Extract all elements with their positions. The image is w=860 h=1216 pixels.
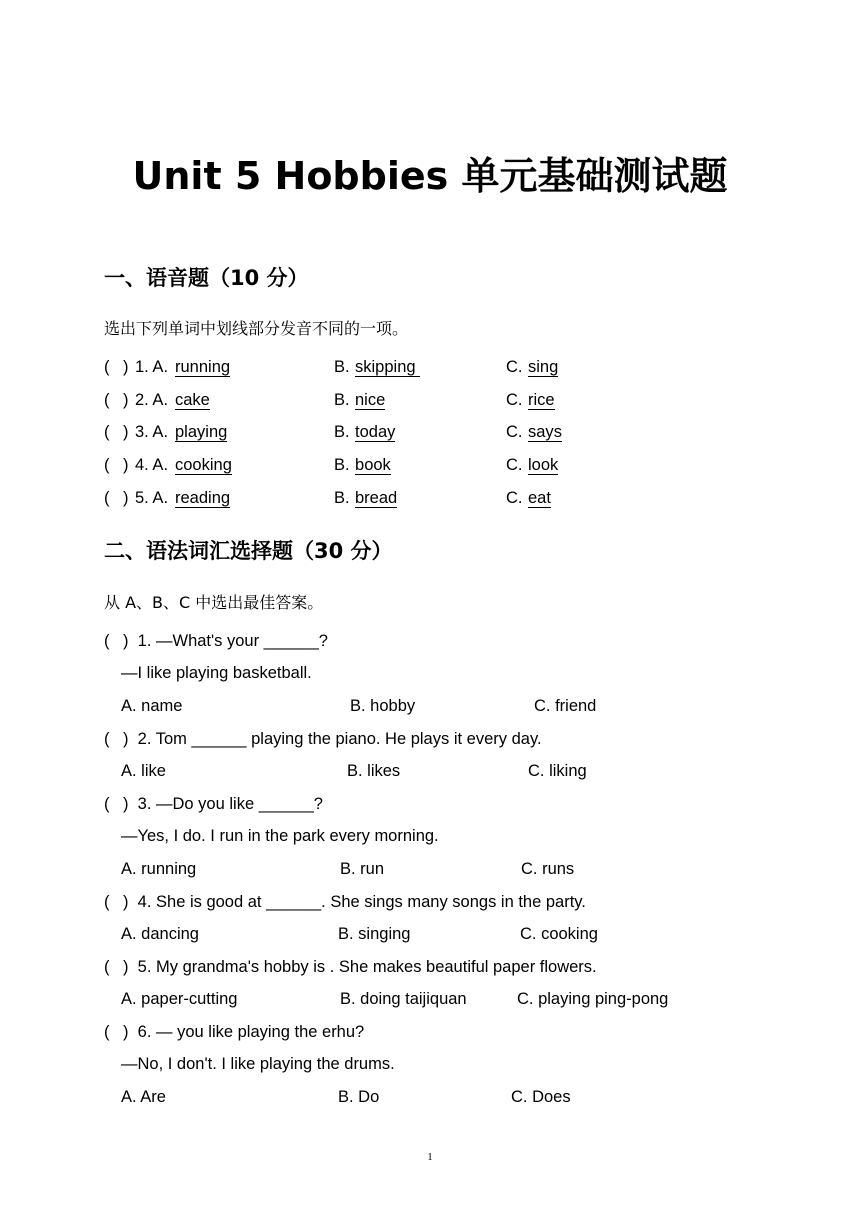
option-c-word bbox=[528, 486, 551, 510]
option-a: A. paper-cutting bbox=[121, 990, 238, 1008]
option-c-word bbox=[528, 388, 555, 412]
option-c: C. cooking bbox=[520, 925, 598, 943]
word-part: b bbox=[355, 456, 365, 474]
answer-paren-close: ) bbox=[123, 456, 129, 474]
phonics-item bbox=[0, 388, 860, 412]
item-number: 2. A. bbox=[135, 391, 169, 409]
option-c-label: C. bbox=[506, 391, 523, 409]
question-options bbox=[0, 1085, 860, 1109]
item-number: 5. A. bbox=[135, 489, 169, 507]
underlined-letters: ng bbox=[539, 358, 559, 376]
word-part: e bbox=[545, 391, 555, 409]
option-b-word bbox=[355, 453, 391, 477]
word-part: skippi bbox=[355, 358, 398, 376]
question-options bbox=[0, 694, 860, 718]
section-2-heading: 二、语法词汇选择题（30 分） bbox=[104, 539, 393, 563]
question-dialogue-line bbox=[0, 1052, 860, 1076]
phonics-item bbox=[0, 453, 860, 477]
underlined-letters: ng bbox=[397, 358, 421, 376]
option-b: B. hobby bbox=[350, 697, 416, 715]
option-c-label: C. bbox=[506, 456, 523, 474]
option-c: C. runs bbox=[521, 860, 575, 878]
underlined-letters: c bbox=[175, 391, 184, 409]
word-part: ake bbox=[183, 391, 210, 409]
underlined-letters: ea bbox=[180, 489, 199, 507]
question-stem bbox=[0, 727, 860, 751]
question-dialogue-line bbox=[0, 661, 860, 685]
item-number: 1. A. bbox=[135, 358, 169, 376]
answer-paren-open: ( bbox=[104, 391, 110, 409]
underlined-letters: oo bbox=[183, 456, 202, 474]
option-c: C. friend bbox=[534, 697, 597, 715]
answer-paren-close: ) bbox=[123, 391, 129, 409]
option-c-label: C. bbox=[506, 423, 523, 441]
question-options bbox=[0, 857, 860, 881]
option-c: C. Does bbox=[511, 1088, 571, 1106]
word-part: k bbox=[382, 456, 391, 474]
underlined-letters: ea bbox=[369, 489, 389, 507]
word-part: pl bbox=[175, 423, 188, 441]
option-b: B. doing taijiquan bbox=[340, 990, 467, 1008]
option-b-label: B. bbox=[334, 456, 350, 474]
question-text: ) 3. —Do you like ______? bbox=[123, 795, 323, 813]
question-stem bbox=[0, 955, 860, 979]
section-1-heading: 一、语音题（10 分） bbox=[104, 266, 309, 290]
question-text: ) 1. —What's your ______? bbox=[123, 632, 328, 650]
word-part: ing bbox=[205, 423, 228, 441]
word-part: d bbox=[388, 489, 398, 507]
underlined-letters: ay bbox=[536, 423, 554, 441]
answer-paren-close: ) bbox=[123, 358, 129, 376]
answer-paren-open: ( bbox=[104, 730, 110, 748]
dialogue-text: —Yes, I do. I run in the park every morning. bbox=[121, 827, 439, 845]
question-stem bbox=[0, 890, 860, 914]
option-c-word bbox=[528, 420, 562, 444]
section-2-instruction: 从 A、B、C 中选出最佳答案。 bbox=[104, 593, 324, 612]
word-part: e bbox=[376, 391, 386, 409]
word-part: t bbox=[546, 489, 551, 507]
question-options bbox=[0, 759, 860, 783]
option-b-word bbox=[355, 355, 420, 379]
answer-paren-open: ( bbox=[104, 1023, 110, 1041]
word-part: l bbox=[528, 456, 532, 474]
option-a-word bbox=[175, 388, 210, 412]
section-1-instruction: 选出下列单词中划线部分发音不同的一项。 bbox=[104, 319, 409, 338]
option-c-word bbox=[528, 453, 558, 477]
word-part: king bbox=[201, 456, 232, 474]
option-b: B. likes bbox=[347, 762, 401, 780]
answer-paren-open: ( bbox=[104, 958, 110, 976]
phonics-item bbox=[0, 420, 860, 444]
underlined-letters: c bbox=[537, 391, 546, 409]
word-part: k bbox=[550, 456, 559, 474]
question-stem bbox=[0, 792, 860, 816]
option-b-word bbox=[355, 420, 395, 444]
underlined-letters: ng bbox=[211, 358, 231, 376]
word-part: c bbox=[175, 456, 184, 474]
option-b-label: B. bbox=[334, 423, 350, 441]
option-b-word bbox=[355, 388, 385, 412]
option-a-word bbox=[175, 453, 232, 477]
option-b: B. singing bbox=[338, 925, 411, 943]
answer-paren-open: ( bbox=[104, 423, 110, 441]
word-part: s bbox=[528, 423, 537, 441]
option-a-word bbox=[175, 486, 230, 510]
option-a: A. name bbox=[121, 697, 183, 715]
page-title: Unit 5 Hobbies 单元基础测试题 bbox=[132, 154, 728, 198]
word-part: ri bbox=[528, 391, 538, 409]
question-stem bbox=[0, 1020, 860, 1044]
option-c-label: C. bbox=[506, 358, 523, 376]
dialogue-text: —No, I don't. I like playing the drums. bbox=[121, 1055, 395, 1073]
underlined-letters: ay bbox=[377, 423, 396, 441]
item-number: 3. A. bbox=[135, 423, 169, 441]
word-part: s bbox=[553, 423, 562, 441]
answer-paren-open: ( bbox=[104, 489, 110, 507]
word-part: tod bbox=[355, 423, 378, 441]
option-c: C. liking bbox=[528, 762, 587, 780]
underlined-letters: oo bbox=[531, 456, 551, 474]
answer-paren-close: ) bbox=[123, 423, 129, 441]
option-a: A. running bbox=[121, 860, 197, 878]
word-part: ni bbox=[355, 391, 368, 409]
underlined-letters: oo bbox=[364, 456, 383, 474]
question-stem bbox=[0, 629, 860, 653]
answer-paren-close: ) bbox=[123, 489, 129, 507]
option-b-label: B. bbox=[334, 489, 350, 507]
underlined-letters: ea bbox=[528, 489, 547, 507]
answer-paren-open: ( bbox=[104, 456, 110, 474]
option-b: B. Do bbox=[338, 1088, 380, 1106]
question-options bbox=[0, 987, 860, 1011]
option-b-label: B. bbox=[334, 358, 350, 376]
word-part: ding bbox=[198, 489, 231, 507]
question-text: ) 6. — you like playing the erhu? bbox=[123, 1023, 365, 1041]
option-a-word bbox=[175, 355, 230, 379]
option-a-word bbox=[175, 420, 227, 444]
option-a: A. Are bbox=[121, 1088, 166, 1106]
word-part: br bbox=[355, 489, 370, 507]
question-text: ) 4. She is good at ______. She sings many songs in the party. bbox=[123, 893, 586, 911]
question-dialogue-line bbox=[0, 824, 860, 848]
phonics-item bbox=[0, 355, 860, 379]
dialogue-text: —I like playing basketball. bbox=[121, 664, 312, 682]
item-number: 4. A. bbox=[135, 456, 169, 474]
option-c-word bbox=[528, 355, 558, 379]
phonics-item bbox=[0, 486, 860, 510]
question-text: ) 2. Tom ______ playing the piano. He plays it every day. bbox=[123, 730, 542, 748]
option-b-label: B. bbox=[334, 391, 350, 409]
word-part: si bbox=[528, 358, 540, 376]
underlined-letters: c bbox=[367, 391, 377, 409]
page-number: 1 bbox=[427, 1151, 433, 1163]
question-options bbox=[0, 922, 860, 946]
underlined-letters: ay bbox=[187, 423, 206, 441]
question-text: ) 5. My grandma's hobby is . She makes beautiful paper flowers. bbox=[123, 958, 597, 976]
option-c-label: C. bbox=[506, 489, 523, 507]
word-part: runni bbox=[175, 358, 212, 376]
option-a: A. dancing bbox=[121, 925, 199, 943]
answer-paren-open: ( bbox=[104, 358, 110, 376]
answer-paren-open: ( bbox=[104, 893, 110, 911]
answer-paren-open: ( bbox=[104, 795, 110, 813]
option-b: B. run bbox=[340, 860, 385, 878]
option-a: A. like bbox=[121, 762, 166, 780]
option-b-word bbox=[355, 486, 397, 510]
answer-paren-open: ( bbox=[104, 632, 110, 650]
word-part: r bbox=[175, 489, 181, 507]
option-c: C. playing ping-pong bbox=[517, 990, 669, 1008]
